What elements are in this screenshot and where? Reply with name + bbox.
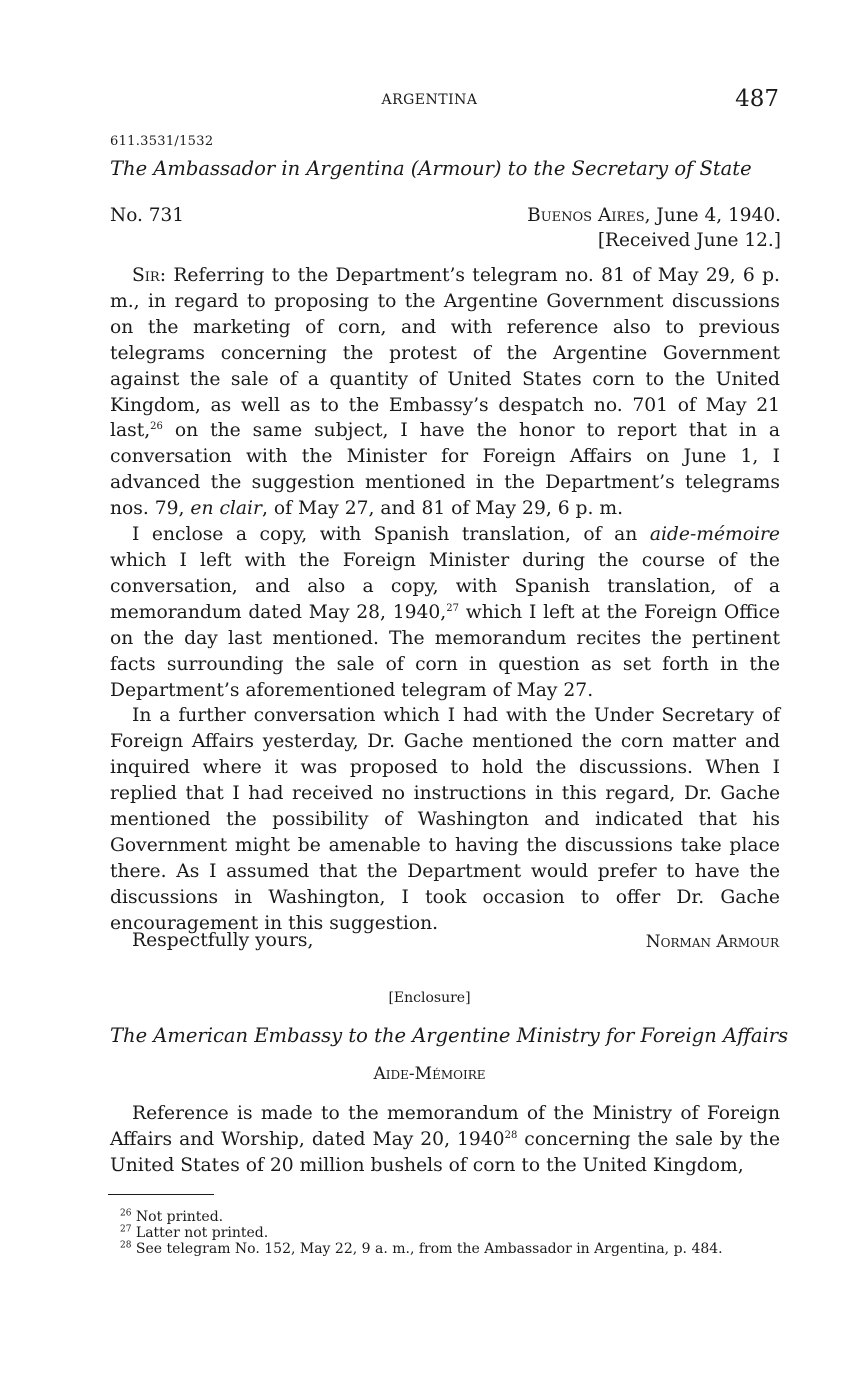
- footnote-text: See telegram No. 152, May 22, 9 a. m., from the Ambassador in Argentina, p. 484.: [131, 1241, 723, 1257]
- footnote: [108, 1241, 780, 1257]
- italic-text: aide-mémoire: [649, 524, 780, 546]
- enclosure-body: [110, 1101, 780, 1179]
- file-number: 611.3531/1532: [110, 134, 214, 149]
- italic-text: en clair: [190, 498, 262, 520]
- paragraph: [110, 263, 780, 522]
- signature: Norman Armour: [645, 932, 779, 952]
- paragraph-text: concerning the sale by the United States of 20 million bushels of corn to the United Kingdom,: [110, 1128, 781, 1176]
- footnote-number: 27: [120, 1224, 132, 1235]
- paragraph-text: , of May 27, and 81 of May 29, 6 p. m.: [261, 498, 624, 520]
- paragraph: [110, 522, 780, 703]
- letter-date: , June 4, 1940.: [644, 205, 781, 226]
- document-title: The Ambassador in Argentina (Armour) to the Secretary of State: [110, 157, 752, 180]
- footnote: [108, 1225, 780, 1241]
- place-name: Buenos Aires: [527, 205, 645, 226]
- paragraph-text: : Referring to the Department’s telegram no. 81 of May 29, 6 p. m., in regard to proposing to the Argentine Government discussions on the marketing of corn, and with reference also to previous telegrams concerning the protest of the Argentine Government against the sale of a quantity of United States corn to the United Kingdom, as well as to the Embassy’s despatch no. 701 of May 21 last,: [110, 265, 780, 442]
- paragraph-text: Reference is made to the memorandum of the Ministry of Foreign Affairs and Worship, dated May 20, 1940: [110, 1103, 780, 1150]
- letter-body: [110, 263, 780, 937]
- footnote-ref: 28: [504, 1129, 518, 1141]
- place-date-line: [527, 205, 781, 226]
- salutation: Sir: [132, 265, 160, 286]
- paragraph-text: which I left with the Foreign Minister during the course of the conversation, and also a copy, with Spanish translation, of a memorandum dated May 28, 1940,: [110, 549, 780, 623]
- footnote-ref: 26: [150, 421, 163, 433]
- paragraph-text: I enclose a copy, with Spanish translation, of an: [132, 524, 650, 546]
- footnotes: [108, 1209, 780, 1257]
- footnote: [108, 1209, 780, 1225]
- footnote-divider: [108, 1194, 214, 1195]
- received-date: [Received June 12.]: [597, 230, 781, 251]
- paragraph: In a further conversation which I had with the Under Secretary of Foreign Affairs yesterday, Dr. Gache mentioned the corn matter and inquired where it was proposed to hold the discussions. When I replied that I had received no instructions in this regard, Dr. Gache mentioned the possibility of Washington and indicated that his Government might be amenable to having the discussions take place there. As I assumed that the Department would prefer to have the discussions in Washington, I took occasion to offer Dr. Gache encouragement in this suggestion.: [110, 705, 780, 934]
- footnote-ref: 27: [446, 602, 459, 614]
- footnote-text: Latter not printed.: [131, 1225, 269, 1241]
- despatch-number: No. 731: [110, 205, 185, 226]
- footnote-text: Not printed.: [131, 1209, 224, 1225]
- complimentary-close: Respectfully yours,: [132, 930, 314, 951]
- paragraph-text: on the same subject, I have the honor to report that in a conversation with the Minister for Foreign Affairs on June 1, I advanced the suggestion mentioned in the Department’s telegrams nos. 79,: [110, 420, 780, 520]
- footnote-number: 28: [120, 1240, 132, 1251]
- paragraph: [110, 1101, 780, 1179]
- aide-memoire-heading: Aide-Mémoire: [373, 1064, 486, 1084]
- paragraph-text: which I left at the Foreign Office on the day last mentioned. The memorandum recites the pertinent facts surrounding the sale of corn in question as set forth in the Department’s aforementioned telegram of May 27.: [110, 601, 781, 701]
- footnote-number: 26: [120, 1208, 132, 1219]
- enclosure-label: [Enclosure]: [388, 990, 471, 1006]
- enclosure-title: The American Embassy to the Argentine Ministry for Foreign Affairs: [110, 1024, 789, 1047]
- page-number: 487: [735, 86, 779, 112]
- running-head: ARGENTINA: [381, 92, 478, 108]
